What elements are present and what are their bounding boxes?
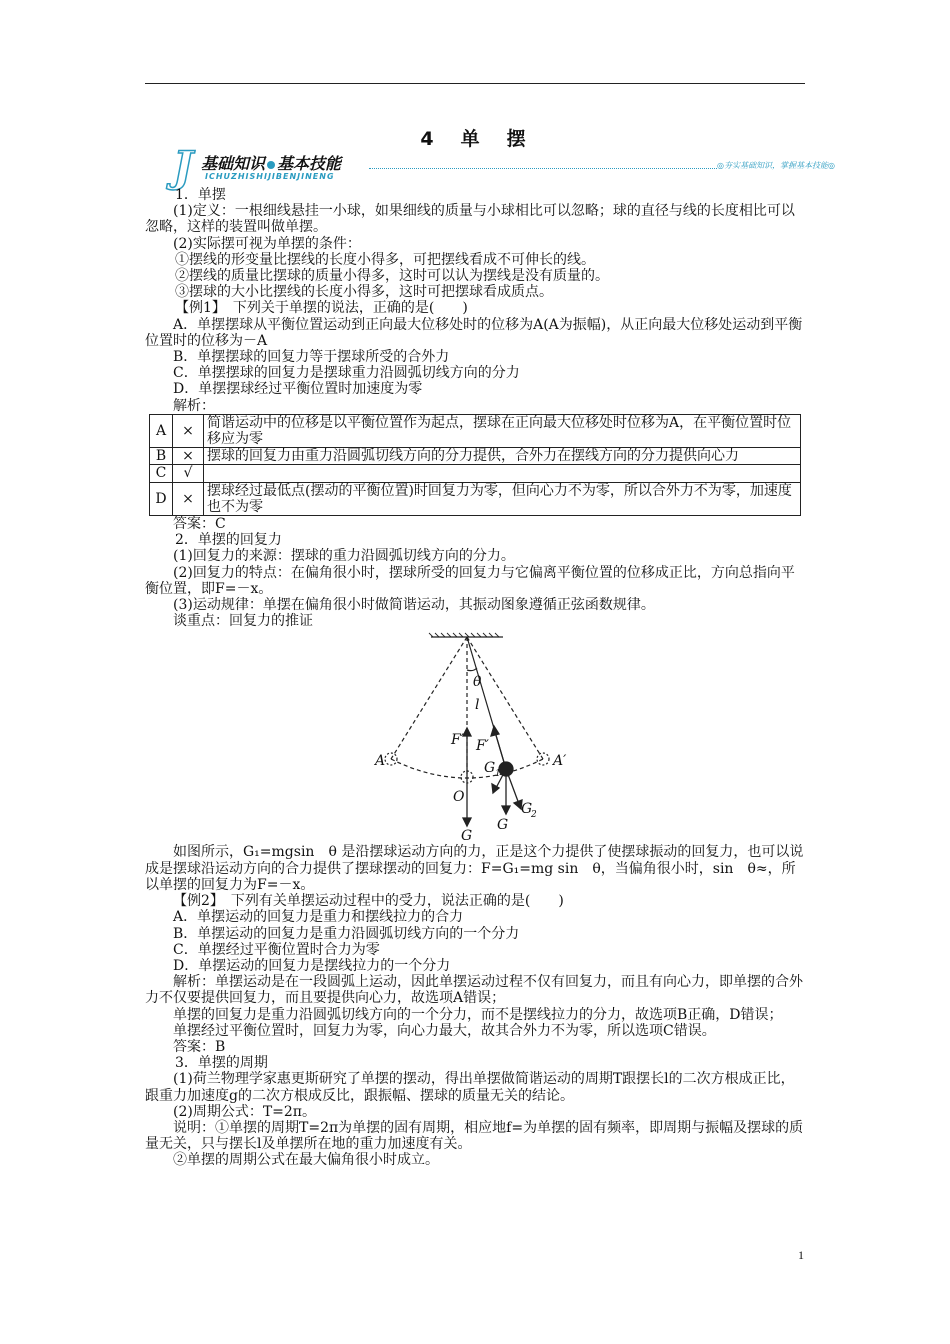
gravity-arrowhead-o [463,818,471,826]
label-f-prime: F′ [476,738,489,755]
label-o: O [453,789,465,806]
text-line: 解析：单摆运动是在一段圆弧上运动，因此单摆运动过程不仅有回复力，而且有向心力，即单摆的合外力不仅要提供回复力，而且要提供向心力，故选项A错误； [145,974,803,1007]
label-a-prime: A′ [553,753,567,770]
section-banner [173,142,843,191]
text-line: A．单摆摆球从平衡位置运动到正向最大位移处时的位移为A(A为振幅)，从正向最大位移处运动到平衡位置时的位移为－A [145,316,803,349]
table-row [150,482,801,515]
mark-cell: × [173,482,204,515]
label-l: l [475,697,480,714]
text-line: ①摆线的形变量比摆线的长度小得多，可把摆线看成不可伸长的线。 [175,251,595,268]
text-line: (2)回复力的特点：在偏角很小时，摆球所受的回复力与它偏离平衡位置的位移成正比，方向总指向平衡位置，即F=－x。 [145,564,795,597]
text-line: D．单摆运动的回复力是摆线拉力的一个分力 [173,957,451,974]
label-g2-sub: 2 [531,810,537,821]
text-line: (1)荷兰物理学家惠更斯研究了单摆的摆动，得出单摆做简谐运动的周期T跟摆长l的二次方根成正比，跟重力加速度g的二次方根成反比，跟振幅、摆球的质量无关的结论。 [145,1071,795,1104]
document-body [145,187,807,1169]
banner-tag: ◎夯实基础知识，掌握基本技能◎ [717,161,835,170]
banner-divider [369,168,717,169]
text-line: 2．单摆的回复力 [175,532,282,549]
page-number: 1 [798,1248,804,1262]
text-line: (2)实际摆可视为单摆的条件： [173,235,361,252]
text-line: (3)运动规律：单摆在偏角很小时做简谐运动，其振动图象遵循正弦函数规律。 [173,597,655,614]
table-row [150,448,801,465]
text-line: ③摆球的大小比摆线的长度小得多，这时可把摆球看成质点。 [175,284,553,301]
section-basics [145,187,807,414]
explanation-cell: 简谐运动中的位移是以平衡位置作为起点，摆球在正向最大位移处时位移为A，在平衡位置时位移应为零 [204,414,801,447]
mark-cell: × [173,448,204,465]
option-cell: D [150,482,173,515]
label-g-o: G [461,828,473,843]
banner-title-a: 基础知识 [201,154,266,173]
table-row [150,465,801,482]
text-line: (1)定义：一根细线悬挂一小球，如果细线的质量与小球相比可以忽略；球的直径与线的长度相比可以忽略，这样的装置叫做单摆。 [145,203,795,236]
text-line: A．单摆运动的回复力是重力和摆线拉力的合力 [173,909,464,926]
header-rule [145,83,805,84]
banner-title-b: 基本技能 [277,154,342,173]
text-line: 解析： [173,397,215,414]
label-g: G [497,817,509,834]
theta-arc [467,668,477,671]
text-line: C．单摆摆球的回复力是摆球重力沿圆弧切线方向的分力 [173,365,520,382]
option-cell: C [150,465,173,482]
label-theta: θ [473,674,482,691]
text-line: 1．单摆 [175,187,226,203]
text-line: ②摆线的质量比摆球的质量小得多，这时可以认为摆线是没有质量的。 [175,268,609,285]
text-line: 如图所示，G₁=mgsin θ 是沿摆球运动方向的力，正是这个力提供了使摆球振动的回复力，也可以说成是摆球沿运动方向的合力提供了摆球摆动的回复力：F=G₁=mg sin θ，当偏角很小时，sin θ≈，所以单摆的回复力为F=－x。 [145,844,804,893]
tension-arrowhead [491,726,499,736]
text-line: 单摆经过平衡位置时，回复力为零，向心力最大，故其合外力不为零，所以选项C错误。 [173,1022,716,1039]
section-restoring-force [145,516,807,629]
label-g1: G [484,760,496,777]
text-line: B．单摆运动的回复力是重力沿圆弧切线方向的一个分力 [173,925,520,942]
mark-cell: × [173,414,204,447]
label-g2: G [521,801,533,818]
text-line: 单摆的回复力是重力沿圆弧切线方向的一个分力，而不是摆线拉力的分力，故选项B正确，D错误； [173,1006,783,1023]
explanation-cell [204,465,801,482]
option-cell: A [150,414,173,447]
banner-title [201,151,341,174]
table-row [150,414,801,447]
pendulum-figure [373,632,583,842]
banner-pinyin: ICHUZHISHIJIBENJINENG [205,172,335,181]
text-line: 说明：①单摆的周期T=2π为单摆的固有周期，相应地f=为单摆的固有频率，即周期与振幅及摆球的质量无关，只与摆长l及单摆所在地的重力加速度有关。 [145,1119,804,1153]
label-a: A [375,753,386,770]
text-line: 谈重点：回复力的推证 [173,613,313,630]
section-period [145,844,807,1168]
explanation-cell: 摆球的回复力由重力沿圆弧切线方向的分力提供，合外力在摆线方向的分力提供向心力 [204,448,801,465]
option-cell: B [150,448,173,465]
analysis-table [149,414,801,516]
text-line: ②单摆的周期公式在最大偏角很小时成立。 [173,1152,439,1169]
banner-dot-icon [267,161,275,169]
explanation-cell: 摆球经过最低点(摆动的平衡位置)时回复力为零，但向心力不为零，所以合外力不为零，加速度也不为零 [204,482,801,515]
text-line: 【例2】 下列有关单摆运动过程中的受力，说法正确的是( ) [173,893,564,910]
pendulum-ball [499,762,513,776]
tension-arrowhead-o [463,728,471,736]
label-f-prime-o: F′ [451,732,464,749]
text-line: (2)周期公式：T=2π。 [173,1103,317,1120]
label-g1-sub: 1 [495,769,501,780]
text-line: 【例1】 下列关于单摆的说法，正确的是( ) [175,300,468,317]
gravity-arrowhead [502,806,510,814]
page-title: 4 单 摆 [420,128,530,150]
text-line: C．单摆经过平衡位置时合力为零 [173,941,380,958]
text-line: 3．单摆的周期 [175,1055,268,1072]
text-line: 答案：C [173,516,226,533]
text-line: D．单摆摆球经过平衡位置时加速度为零 [173,381,423,398]
text-line: B．单摆摆球的回复力等于摆球所受的合外力 [173,349,450,366]
mark-cell: √ [173,465,204,482]
banner-letter: J [173,142,193,191]
text-line: 答案：B [173,1038,226,1055]
text-line: (1)回复力的来源：摆球的重力沿圆弧切线方向的分力。 [173,548,515,565]
